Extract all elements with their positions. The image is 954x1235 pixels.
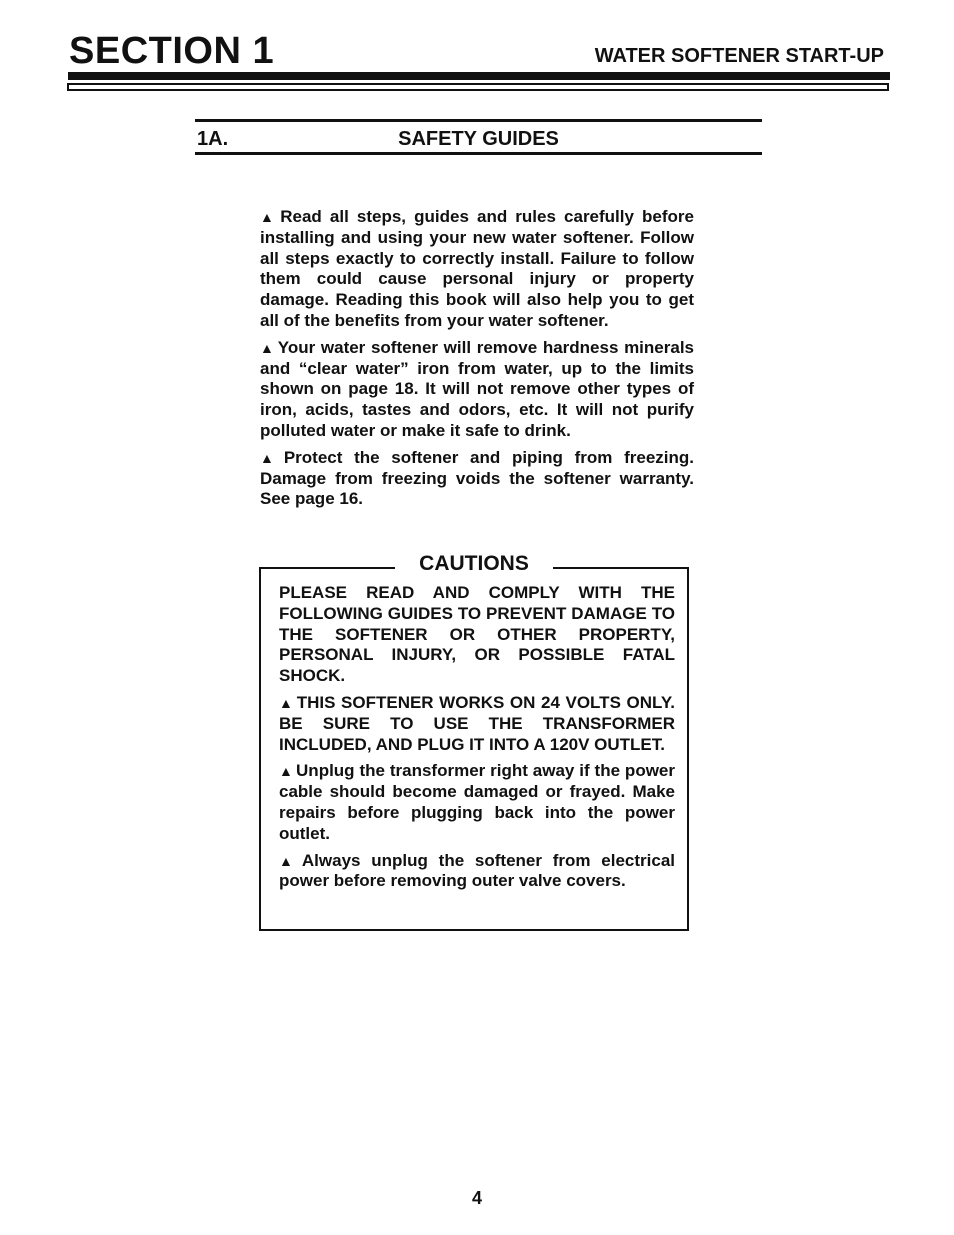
guide-paragraph (260, 448, 694, 510)
subsection-number: 1A. (197, 128, 229, 150)
page-number: 4 (471, 1188, 482, 1208)
warning-triangle-icon: ▲ (260, 209, 278, 225)
warning-triangle-icon: ▲ (260, 449, 281, 466)
warning-triangle-icon: ▲ (279, 694, 294, 711)
guide-text: Protect the softener and piping from freezing. Damage from freezing voids the softener warranty. See page 16. (260, 447, 694, 509)
caution-text: Unplug the transformer right away if the power cable should become damaged or frayed. Make repairs before plugging back into the power outlet. (279, 761, 675, 843)
warning-triangle-icon: ▲ (279, 763, 294, 780)
cautions-body (279, 583, 675, 898)
caution-text: Always unplug the softener from electrical power before removing outer valve covers. (279, 850, 676, 891)
warning-triangle-icon: ▲ (260, 339, 275, 356)
guide-text: Your water softener will remove hardness minerals and “clear water” iron from water, up to the limits shown on page 18. It will not remove other types of iron, acids, tastes and odors, etc. It will not purify polluted water or make it safe to drink. (260, 337, 694, 440)
guide-paragraph (260, 338, 694, 442)
caution-text: THIS SOFTENER WORKS ON 24 VOLTS ONLY. BE SURE TO USE THE TRANSFORMER INCLUDED, AND PLUG IT INTO A 120V OUTLET. (279, 692, 675, 754)
header-rule-outline (67, 83, 889, 91)
guide-paragraph (260, 207, 694, 332)
subsection-title: SAFETY GUIDES (398, 128, 559, 150)
subsection-rule-top (195, 119, 762, 122)
section-title: SECTION 1 (69, 30, 275, 72)
safety-guides-body (260, 207, 694, 516)
guide-text: Read all steps, guides and rules carefully before installing and using your new water softener. Follow all steps exactly to correctly install. Failure to follow them could cause personal injury or property damage. Reading this book will also help you to get all of the benefits from your water softener. (260, 207, 695, 330)
cautions-title: CAUTIONS (395, 551, 553, 577)
cautions-intro: PLEASE READ AND COMPLY WITH THE FOLLOWING GUIDES TO PREVENT DAMAGE TO THE SOFTENER OR OTHER PROPERTY, PERSONAL INJURY, OR POSSIBLE FATAL SHOCK. (279, 583, 675, 686)
warning-triangle-icon: ▲ (279, 852, 299, 869)
subsection-rule-bottom (195, 152, 762, 155)
chapter-title: WATER SOFTENER START-UP (594, 45, 884, 67)
caution-item (279, 693, 675, 755)
header-rule-thick (68, 72, 890, 80)
caution-item (279, 761, 675, 844)
caution-item (279, 851, 675, 893)
